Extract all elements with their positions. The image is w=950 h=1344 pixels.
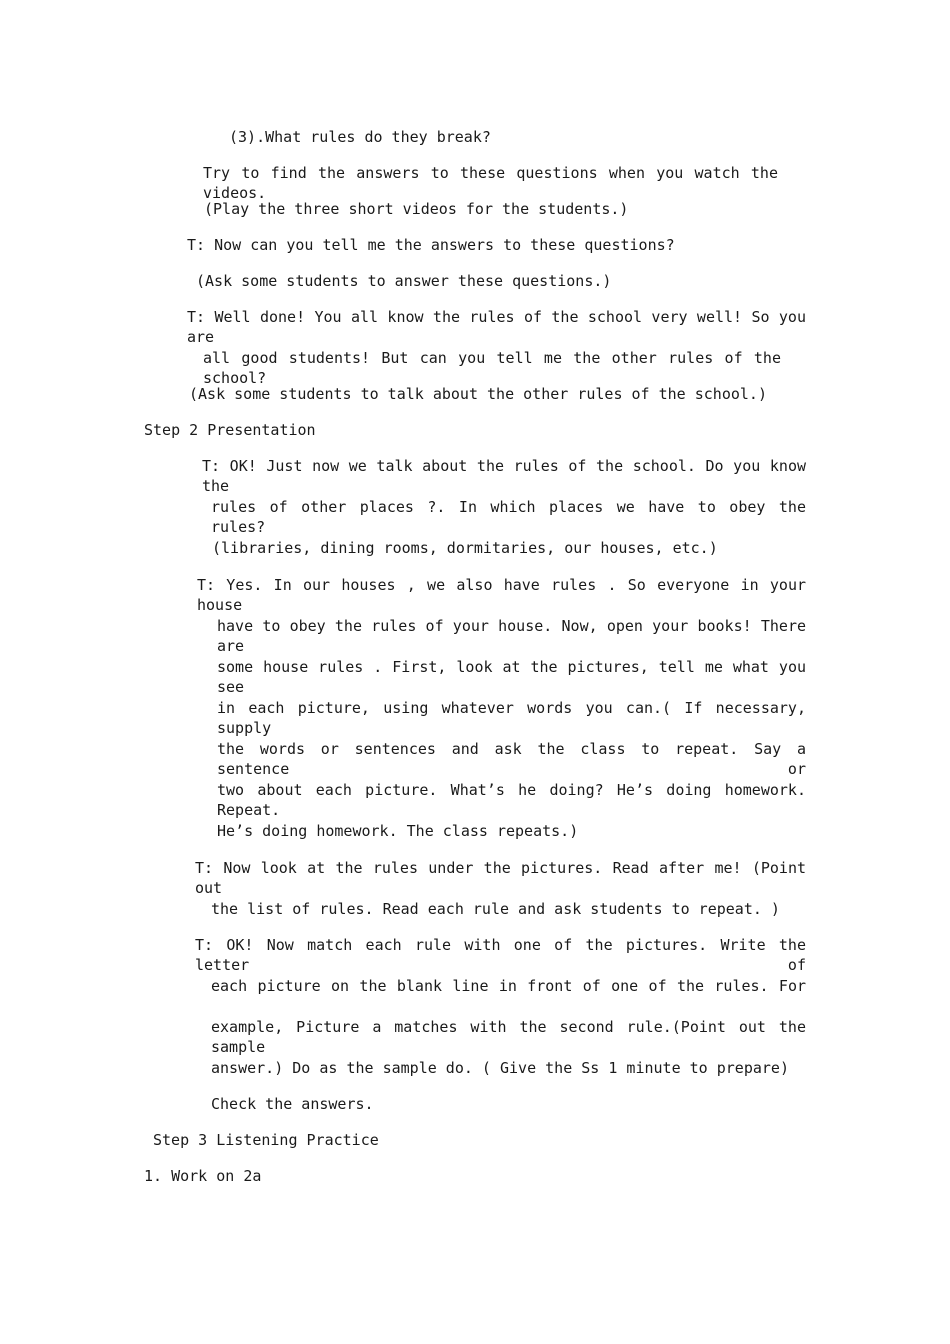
teacher-line-match-cont-3: answer.) Do as the sample do. ( Give the Ss 1 minute to prepare) [211,1059,789,1077]
teacher-line-yes-cont-4: the words or sentences and ask the class to repeat. Say a sentence or [217,740,806,778]
teacher-line-answers: T: Now can you tell me the answers to these questions? [187,236,675,254]
teacher-line-yes-cont-1: have to obey the rules of your house. Now, open your books! There are [217,617,806,655]
teacher-line-well-done-cont: all good students! But can you tell me the other rules of the school? [203,349,781,387]
list-item-work-on-2a: 1. Work on 2a [144,1167,262,1185]
note-play-videos: (Play the three short videos for the students.) [204,200,629,218]
teacher-line-match-cont-2: example, Picture a matches with the second rule.(Point out the sample [211,1018,806,1056]
note-other-rules: (Ask some students to talk about the other rules of the school.) [189,385,767,403]
question-3: (3).What rules do they break? [229,128,491,146]
teacher-line-yes: T: Yes. In our houses , we also have rules . So everyone in your house [197,576,806,614]
note-ask-students: (Ask some students to answer these questions.) [196,272,612,290]
teacher-line-yes-cont-3: in each picture, using whatever words you can.( If necessary, supply [217,699,806,737]
teacher-line-ok-cont-2: (libraries, dining rooms, dormitaries, our houses, etc.) [212,539,718,557]
teacher-line-now-look-cont: the list of rules. Read each rule and ask students to repeat. ) [211,900,780,918]
teacher-line-yes-cont-2: some house rules . First, look at the pictures, tell me what you see [217,658,806,696]
teacher-line-yes-cont-5: two about each picture. What’s he doing? He’s doing homework. Repeat. [217,781,806,819]
step-3-heading: Step 3 Listening Practice [153,1131,379,1149]
step-2-heading: Step 2 Presentation [144,421,316,439]
teacher-line-now-look: T: Now look at the rules under the pictures. Read after me! (Point out [195,859,806,897]
teacher-line-match-cont-1: each picture on the blank line in front of one of the rules. For [211,977,806,995]
teacher-line-ok-cont-1: rules of other places ?. In which places we have to obey the rules? [211,498,806,536]
teacher-line-ok-just-now: T: OK! Just now we talk about the rules of the school. Do you know the [202,457,806,495]
teacher-line-match: T: OK! Now match each rule with one of the pictures. Write the letter of [195,936,806,974]
teacher-line-yes-cont-6: He’s doing homework. The class repeats.) [217,822,579,840]
teacher-line-well-done: T: Well done! You all know the rules of the school very well! So you are [187,308,806,346]
check-answers: Check the answers. [211,1095,374,1113]
instruction-watch-videos: Try to find the answers to these questions when you watch the videos. [203,164,778,202]
